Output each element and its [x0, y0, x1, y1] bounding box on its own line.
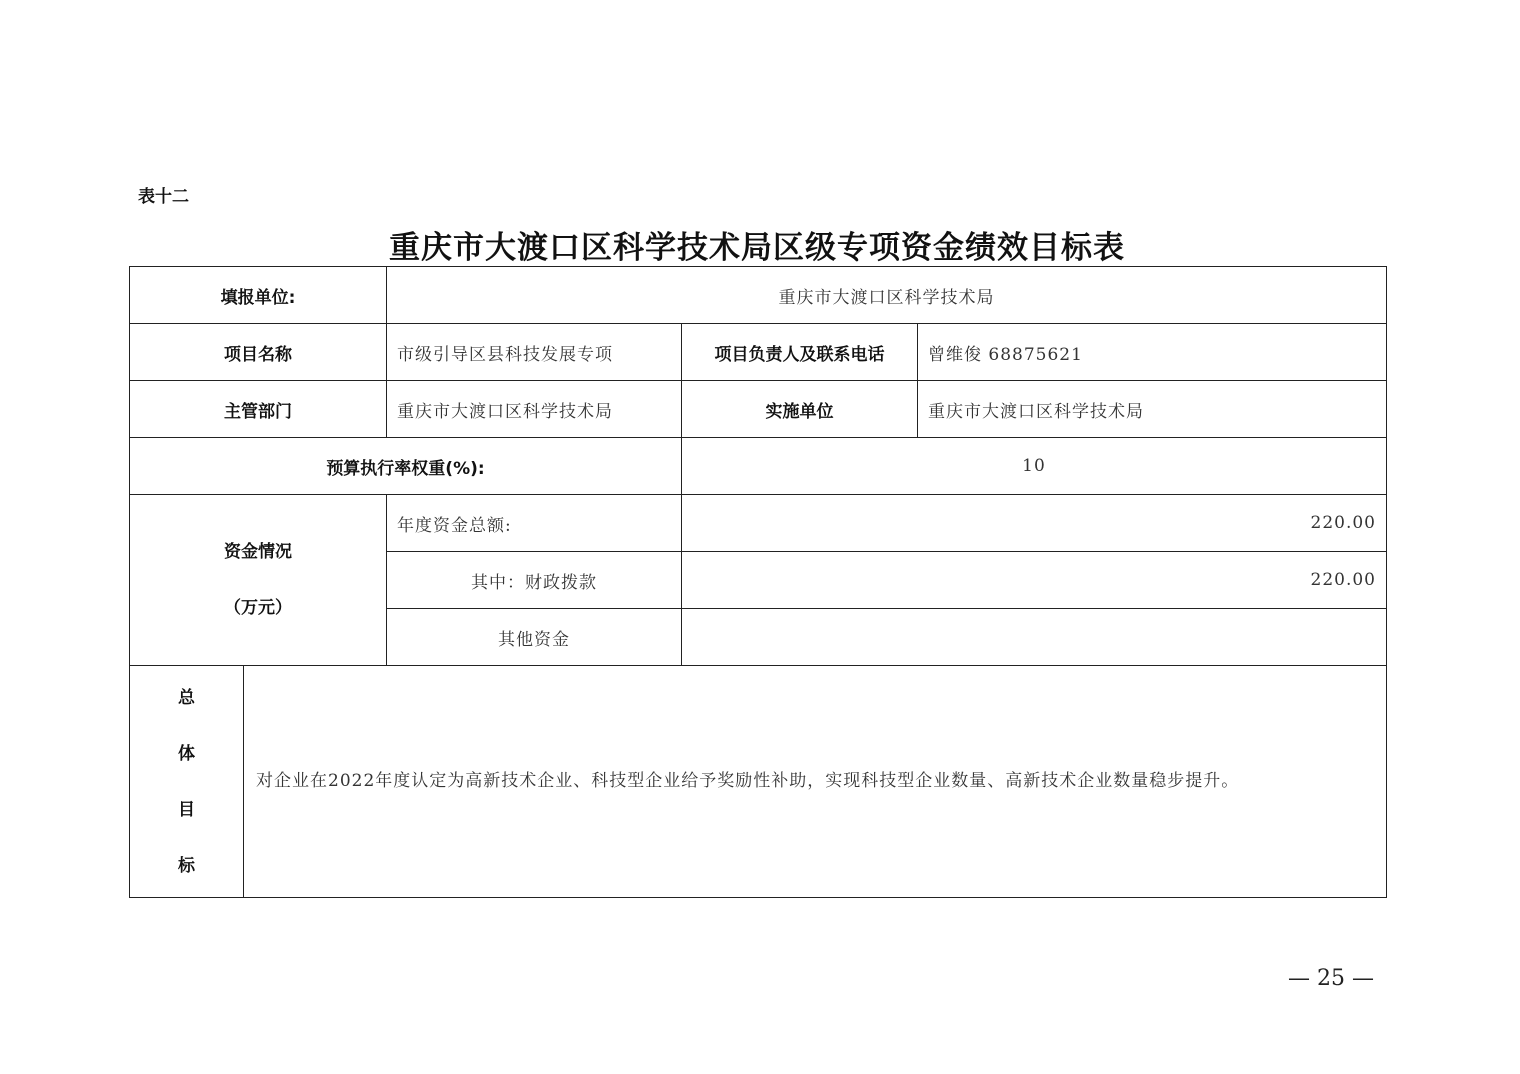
- reporting-unit-value: 重庆市大渡口区科学技术局: [387, 267, 1387, 324]
- project-name-label: 项目名称: [130, 324, 387, 381]
- department-label: 主管部门: [130, 381, 387, 438]
- budget-weight-label: 预算执行率权重(%):: [130, 438, 682, 495]
- project-leader-value: 曾维俊 68875621: [918, 324, 1387, 381]
- goal-label-char: 体: [178, 743, 195, 764]
- other-funds-value: [682, 609, 1387, 666]
- row-department: [130, 381, 1387, 438]
- project-name-value: 市级引导区县科技发展专项: [387, 324, 682, 381]
- funds-label-line1: 资金情况: [224, 542, 292, 562]
- goal-label-char: 总: [178, 687, 195, 708]
- row-budget-weight: [130, 438, 1387, 495]
- overall-goal-label: [130, 666, 244, 898]
- funds-label-line2: （万元）: [224, 598, 292, 618]
- row-annual-total: [130, 495, 1387, 552]
- other-funds-label: 其他资金: [387, 609, 682, 666]
- fiscal-value: 220.00: [682, 552, 1387, 609]
- implementing-unit-label: 实施单位: [682, 381, 918, 438]
- page-number: — 25 —: [1288, 966, 1374, 991]
- annual-total-value: 220.00: [682, 495, 1387, 552]
- project-leader-label: 项目负责人及联系电话: [682, 324, 918, 381]
- budget-weight-value: 10: [682, 438, 1387, 495]
- performance-target-table: [129, 266, 1387, 898]
- goal-label-char: 标: [178, 855, 195, 876]
- reporting-unit-label: 填报单位:: [130, 267, 387, 324]
- department-value: 重庆市大渡口区科学技术局: [387, 381, 682, 438]
- implementing-unit-value: 重庆市大渡口区科学技术局: [918, 381, 1387, 438]
- funds-label: [130, 495, 387, 666]
- table-number-label: 表十二: [138, 187, 189, 207]
- goal-label-char: 目: [178, 799, 195, 820]
- annual-total-label: 年度资金总额:: [387, 495, 682, 552]
- row-project-name: [130, 324, 1387, 381]
- fiscal-label: 其中：财政拨款: [387, 552, 682, 609]
- overall-goal-text: 对企业在2022年度认定为高新技术企业、科技型企业给予奖励性补助，实现科技型企业数量、高新技术企业数量稳步提升。: [244, 666, 1387, 898]
- document-title: 重庆市大渡口区科学技术局区级专项资金绩效目标表: [389, 230, 1125, 266]
- row-reporting-unit: [130, 267, 1387, 324]
- row-overall-goal: [130, 666, 1387, 898]
